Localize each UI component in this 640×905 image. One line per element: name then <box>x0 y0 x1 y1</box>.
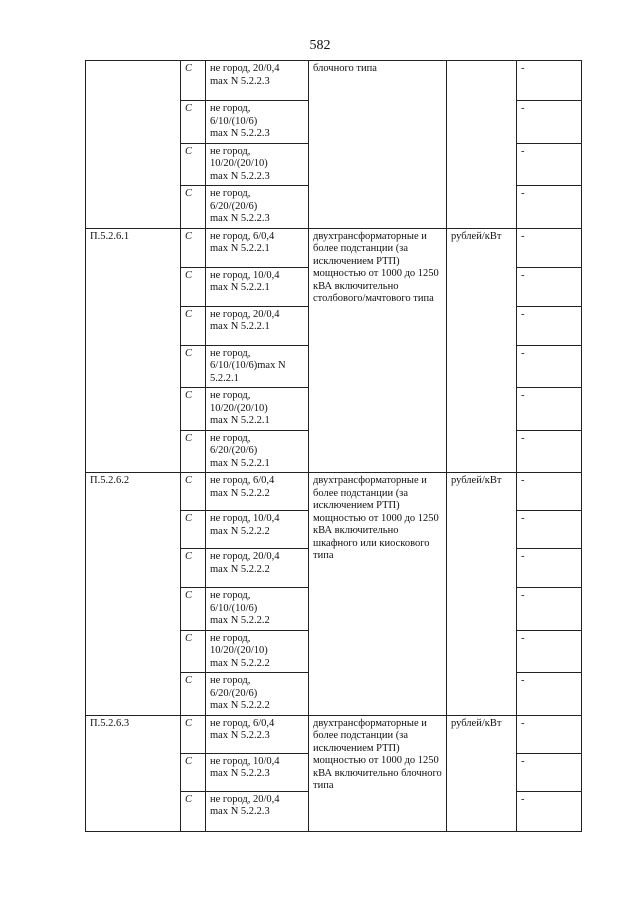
row-description: блочного типа <box>309 61 447 229</box>
row-condition: не город, 10/0,4 max N 5.2.2.2 <box>206 511 309 549</box>
row-value: - <box>517 101 582 144</box>
row-category: С <box>181 673 206 716</box>
table-row <box>86 473 582 511</box>
row-value: - <box>517 791 582 831</box>
row-condition: не город, 20/0,4 max N 5.2.2.3 <box>206 61 309 101</box>
row-unit: рублей/кВт <box>447 228 517 473</box>
row-value: - <box>517 345 582 388</box>
row-category: С <box>181 549 206 588</box>
row-category: С <box>181 61 206 101</box>
row-category: С <box>181 473 206 511</box>
row-condition: не город, 10/20/(20/10) max N 5.2.2.1 <box>206 388 309 431</box>
row-condition: не город, 10/20/(20/10) max N 5.2.2.2 <box>206 630 309 673</box>
row-unit: рублей/кВт <box>447 715 517 831</box>
row-condition: не город, 20/0,4 max N 5.2.2.2 <box>206 549 309 588</box>
row-condition: не город, 6/20/(20/6) max N 5.2.2.2 <box>206 673 309 716</box>
row-description: двухтрансформаторные и более подстанции (за исключением РТП) мощностью от 1000 до 1250 кВА включительно блочного типа <box>309 715 447 831</box>
row-category: С <box>181 630 206 673</box>
row-condition: не город, 10/0,4 max N 5.2.2.1 <box>206 267 309 306</box>
page-number: 582 <box>309 38 331 53</box>
row-description: двухтрансформаторные и более подстанции (за исключением РТП) мощностью от 1000 до 1250 кВА включительно шкафного или киоскового типа <box>309 473 447 716</box>
row-category: С <box>181 753 206 791</box>
row-category: С <box>181 588 206 631</box>
row-category: С <box>181 306 206 345</box>
row-value: - <box>517 228 582 267</box>
row-category: С <box>181 345 206 388</box>
table-row <box>86 715 582 753</box>
row-value: - <box>517 430 582 473</box>
row-condition: не город, 6/20/(20/6) max N 5.2.2.1 <box>206 430 309 473</box>
row-condition: не город, 6/0,4 max N 5.2.2.1 <box>206 228 309 267</box>
row-value: - <box>517 143 582 186</box>
row-category: С <box>181 267 206 306</box>
tariff-table-body <box>86 61 582 832</box>
row-condition: не город, 6/0,4 max N 5.2.2.2 <box>206 473 309 511</box>
row-value: - <box>517 588 582 631</box>
row-unit <box>447 61 517 229</box>
row-condition: не город, 10/0,4 max N 5.2.2.3 <box>206 753 309 791</box>
row-condition: не город, 6/20/(20/6) max N 5.2.2.3 <box>206 186 309 229</box>
row-condition: не город, 20/0,4 max N 5.2.2.3 <box>206 791 309 831</box>
row-category: С <box>181 186 206 229</box>
row-unit: рублей/кВт <box>447 473 517 716</box>
row-condition: не город, 10/20/(20/10) max N 5.2.2.3 <box>206 143 309 186</box>
row-value: - <box>517 186 582 229</box>
row-category: С <box>181 388 206 431</box>
row-condition: не город, 6/10/(10/6) max N 5.2.2.3 <box>206 101 309 144</box>
row-value: - <box>517 673 582 716</box>
row-value: - <box>517 511 582 549</box>
row-condition: не город, 20/0,4 max N 5.2.2.1 <box>206 306 309 345</box>
tariff-table <box>85 60 582 832</box>
row-value: - <box>517 715 582 753</box>
row-code: П.5.2.6.3 <box>86 715 181 831</box>
row-description: двухтрансформаторные и более подстанции (за исключением РТП) мощностью от 1000 до 1250 кВА включительно столбового/мачтового типа <box>309 228 447 473</box>
row-category: С <box>181 101 206 144</box>
row-value: - <box>517 549 582 588</box>
row-value: - <box>517 306 582 345</box>
row-condition: не город, 6/0,4 max N 5.2.2.3 <box>206 715 309 753</box>
row-code: П.5.2.6.1 <box>86 228 181 473</box>
table-row <box>86 61 582 101</box>
row-value: - <box>517 753 582 791</box>
row-category: С <box>181 511 206 549</box>
row-condition: не город, 6/10/(10/6) max N 5.2.2.2 <box>206 588 309 631</box>
row-code <box>86 61 181 229</box>
row-value: - <box>517 267 582 306</box>
row-condition: не город, 6/10/(10/6)max N 5.2.2.1 <box>206 345 309 388</box>
table-row <box>86 228 582 267</box>
row-category: С <box>181 715 206 753</box>
row-value: - <box>517 630 582 673</box>
row-category: С <box>181 430 206 473</box>
row-value: - <box>517 388 582 431</box>
row-category: С <box>181 143 206 186</box>
row-value: - <box>517 61 582 101</box>
row-code: П.5.2.6.2 <box>86 473 181 716</box>
row-value: - <box>517 473 582 511</box>
row-category: С <box>181 228 206 267</box>
row-category: С <box>181 791 206 831</box>
